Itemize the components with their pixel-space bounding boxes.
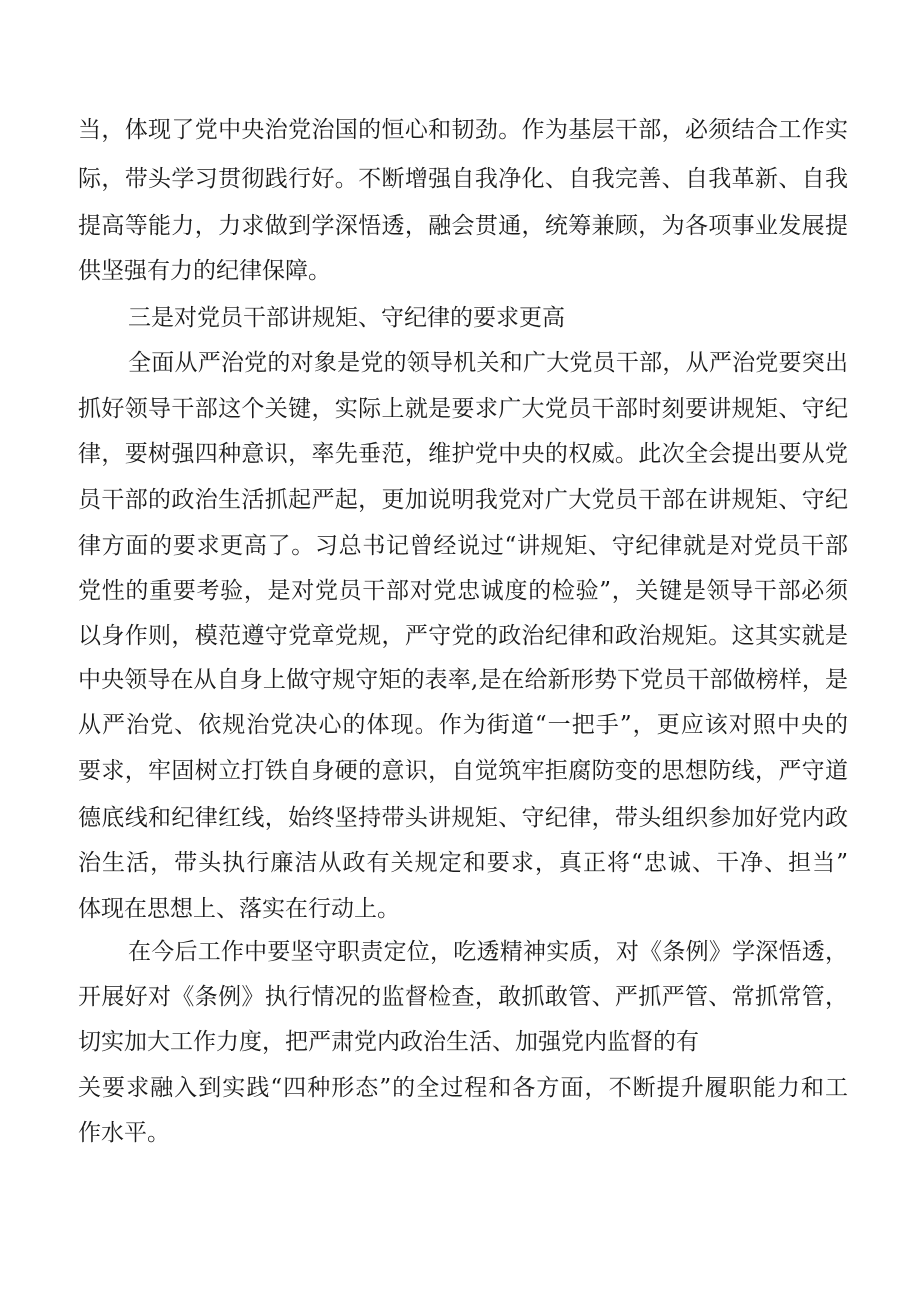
text-line: 在今后工作中要坚守职责定位，吃透精神实质，对《条例》学深悟透， [128, 939, 848, 965]
text-line: 治生活，带头执行廉洁从政有关规定和要求，真正将“忠诚、干净、担当” [78, 850, 848, 876]
text-line: 从严治党、依规治党决心的体现。作为街道“一把手”，更应该对照中央的 [78, 712, 848, 738]
text-line: 要求，牢固树立打铁自身硬的意识，自觉筑牢拒腐防变的思想防线，严守道 [78, 758, 848, 784]
text-line: 切实加大工作力度，把严肃党内政治生活、加强党内监督的有 [78, 1029, 699, 1055]
text-line: 党性的重要考验，是对党员干部对党忠诚度的检验”，关键是领导干部必须 [78, 578, 848, 604]
text-line: 体现在思想上、落实在行动上。 [78, 896, 400, 922]
text-line: 员干部的政治生活抓起严起，更加说明我党对广大党员干部在讲规矩、守纪 [78, 487, 848, 513]
text-line: 全面从严治党的对象是党的领导机关和广大党员干部，从严治党要突出 [128, 350, 848, 376]
text-line: 律方面的要求更高了。习总书记曾经说过“讲规矩、守纪律就是对党员干部 [78, 533, 848, 559]
text-line: 抓好领导干部这个关键，实际上就是要求广大党员干部时刻要讲规矩、守纪 [78, 396, 848, 422]
text-line: 关要求融入到实践“四种形态”的全过程和各方面，不断提升履职能力和工 [78, 1075, 848, 1101]
section-heading: 三是对党员干部讲规矩、守纪律的要求更高 [128, 305, 565, 331]
text-line: 中央领导在从自身上做守规守矩的表率,是在给新形势下党员干部做榜样，是 [78, 667, 848, 693]
text-line: 提高等能力，力求做到学深悟透，融会贯通，统筹兼顾，为各项事业发展提 [78, 213, 848, 239]
text-line: 律，要树强四种意识，率先垂范，维护党中央的权威。此次全会提出要从党 [78, 441, 848, 467]
text-line: 开展好对《条例》执行情况的监督检查，敢抓敢管、严抓严管、常抓常管， [78, 984, 848, 1010]
text-line: 际，带头学习贯彻践行好。不断增强自我净化、自我完善、自我革新、自我 [78, 166, 848, 192]
text-line: 德底线和纪律红线，始终坚持带头讲规矩、守纪律，带头组织参加好党内政 [78, 805, 848, 831]
text-line: 供坚强有力的纪律保障。 [78, 258, 331, 284]
text-line: 以身作则，模范遵守党章党规，严守党的政治纪律和政治规矩。这其实就是 [78, 623, 848, 649]
text-line: 当，体现了党中央治党治国的恒心和韧劲。作为基层干部，必须结合工作实 [78, 117, 848, 143]
text-line: 作水平。 [78, 1120, 170, 1146]
